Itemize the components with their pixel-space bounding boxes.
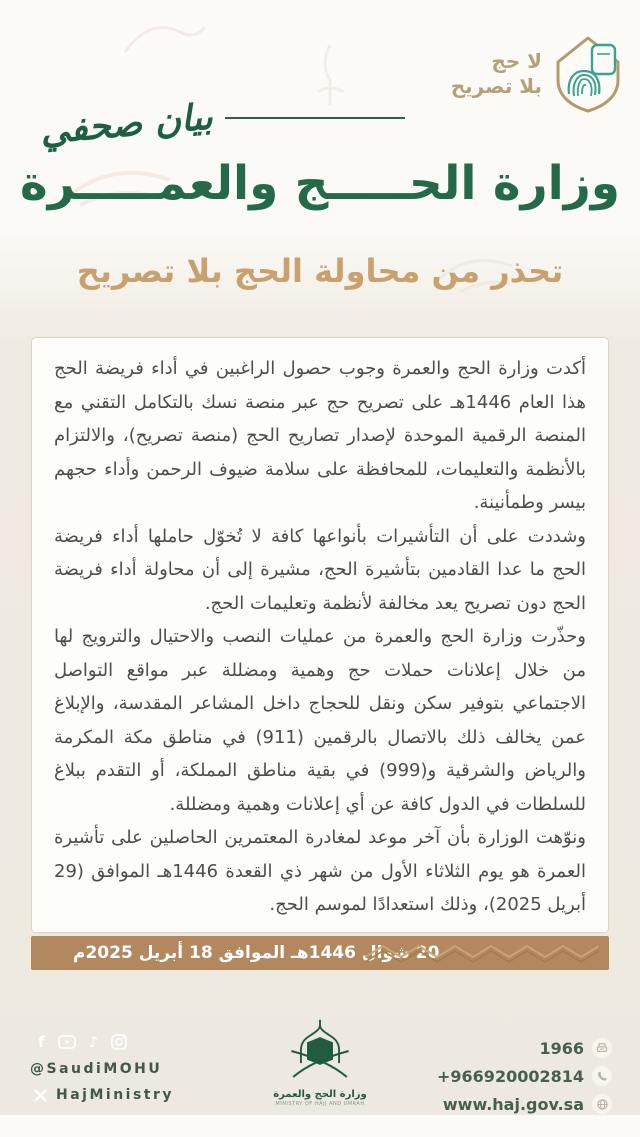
no-hajj-without-permit-shield-icon xyxy=(552,34,624,114)
zigzag-pattern xyxy=(365,940,599,966)
x-handle[interactable]: HajMinistry xyxy=(56,1087,175,1103)
statement-date: 20 شوال 1446هـ الموافق 18 أبريل 2025م xyxy=(73,942,440,963)
statement-content xyxy=(31,337,609,970)
press-statement-label: بيان صحفي xyxy=(38,96,215,153)
page-title: وزارة الحـــــج والعمـــــرة xyxy=(19,156,621,211)
instagram-icon[interactable] xyxy=(111,1034,127,1050)
social-block xyxy=(30,1033,174,1103)
statement-paragraph: وحذّرت وزارة الحج والعمرة من عمليات النصب والاحتيال والترويج لها من خلال إعلانات حملات حج وهمية ومضللة عبر مواقع التواصل الاجتماعي بتوفير سكن ونقل للحجاج داخل المشاعر المقدسة، والإبلاغ عمن يخالف ذلك بالاتصال بالرقمين (911) في مناطق مكة المكرمة والرياض والشرقية و(999) في بقية مناطق المملكة، أو التقدم ببلاغ للسلطات في الدول كافة عن أي إعلانات وهمية ومضللة. xyxy=(54,626,586,815)
unified-number[interactable]: 1966 xyxy=(539,1038,584,1058)
statement-card xyxy=(31,337,609,933)
no-permit-campaign-badge xyxy=(451,34,624,114)
date-bar xyxy=(31,936,609,970)
contact-row-unified-number[interactable] xyxy=(539,1038,612,1058)
ministry-logo xyxy=(245,1018,395,1107)
ministry-logo-arabic-text: وزارة الحج والعمرة xyxy=(273,1089,367,1100)
social-icons-row xyxy=(38,1033,174,1051)
campaign-slogan xyxy=(451,49,542,99)
background-doodle xyxy=(120,12,210,62)
statement-paragraph: ونوّهت الوزارة بأن آخر موعد لمغادرة المعتمرين الحاصلين على تأشيرة العمرة هو يوم الثلاثاء الأول من شهر ذي القعدة 1446هـ الموافق (29 أبريل 2025)، وذلك استعدادًا لموسم الحج. xyxy=(54,827,586,915)
x-handle-row[interactable] xyxy=(34,1087,174,1103)
statement-paragraph: وشددت على أن التأشيرات بأنواعها كافة لا تُخوّل حاملها أداء فريضة الحج ما عدا القادمين بتأشيرة الحج، مشيرة إلى أن محاولة أداء فريضة الحج دون تصريح يعد مخالفة لأنظمة وتعليمات الحج. xyxy=(54,525,586,614)
ministry-emblem-icon xyxy=(281,1018,359,1084)
phone-number[interactable]: +966920002814 xyxy=(437,1066,584,1086)
ministry-logo-english-text: MINISTRY OF HAJJ AND UMRAH xyxy=(275,1101,365,1107)
fax-icon xyxy=(592,1038,612,1058)
campaign-slogan-line2: بلا تصريح xyxy=(450,74,542,98)
phone-icon xyxy=(592,1066,612,1086)
contact-row-website[interactable] xyxy=(443,1094,612,1114)
contact-block xyxy=(437,1038,612,1114)
kicker-divider-line xyxy=(225,117,405,119)
bottom-strip xyxy=(0,1115,640,1137)
youtube-icon[interactable] xyxy=(58,1035,76,1049)
page-subtitle: تحذر من محاولة الحج بلا تصريح xyxy=(76,252,564,290)
facebook-icon[interactable]: f xyxy=(38,1033,45,1051)
statement-paragraph: أكدت وزارة الحج والعمرة وجوب حصول الراغبين في أداء فريضة الحج هذا العام 1446هـ على تصريح حج عبر منصة نسك بالتكامل التقني مع المنصة الرقمية الموحدة لإصدار تصاريح الحج (منصة تصريح)، والالتزام بالأنظمة والتعليمات، للمحافظة على سلامة ضيوف الرحمن وأداء حجهم بيسر وطمأنينة. xyxy=(54,358,586,513)
press-statement-kicker xyxy=(38,96,405,153)
x-icon[interactable] xyxy=(34,1089,47,1102)
contact-row-phone[interactable] xyxy=(437,1066,612,1086)
website-url[interactable]: www.haj.gov.sa xyxy=(442,1094,584,1114)
globe-icon xyxy=(592,1094,612,1114)
social-handle[interactable]: @SaudiMOHU xyxy=(30,1061,163,1077)
campaign-slogan-line1: لا حج xyxy=(491,49,542,73)
tiktok-icon[interactable]: ♪ xyxy=(88,1033,99,1051)
background-doodle xyxy=(300,40,360,110)
